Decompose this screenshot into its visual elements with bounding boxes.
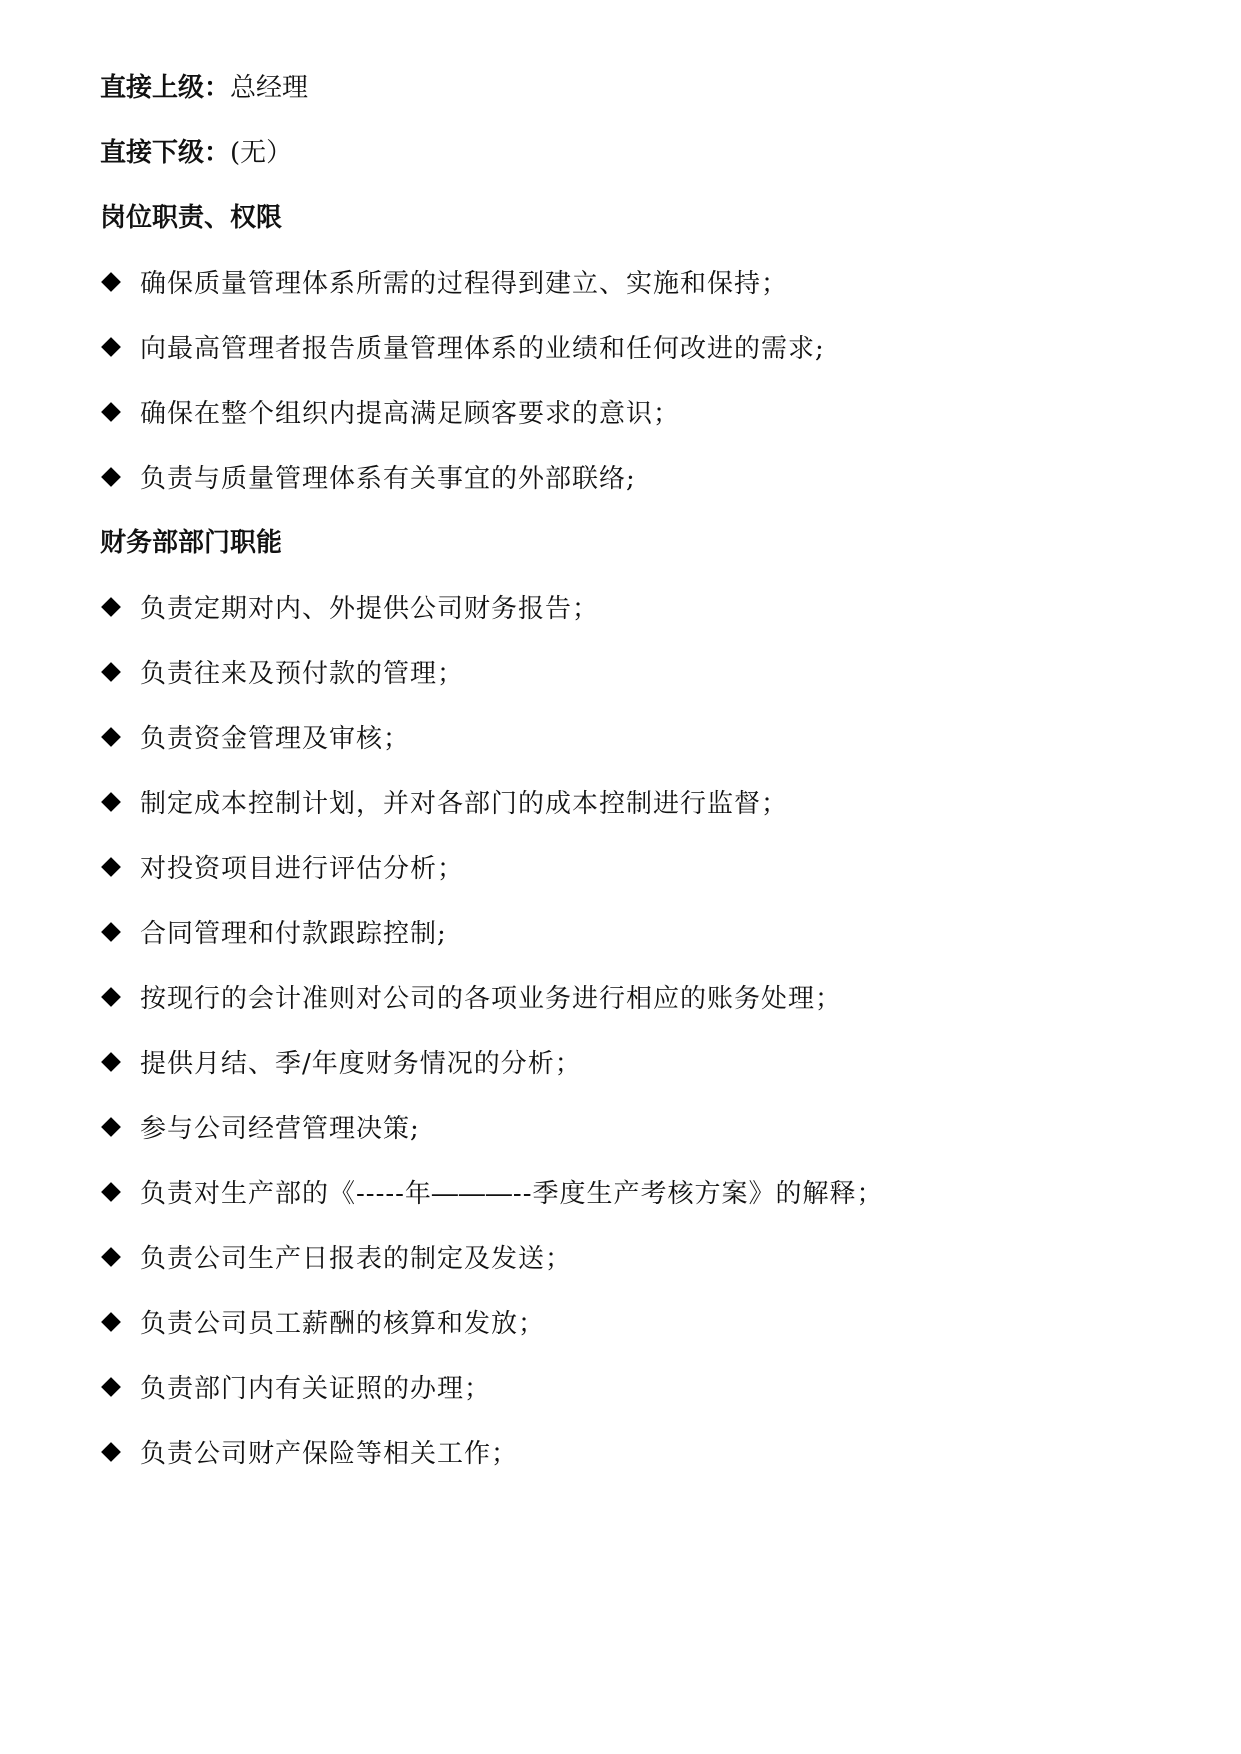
section-title-finance: 财务部部门职能 xyxy=(100,528,283,558)
diamond-bullet-icon xyxy=(101,597,121,617)
superior-label: 直接上级： xyxy=(100,73,231,103)
list-item xyxy=(100,1173,884,1213)
section-title-duties: 岗位职责、权限 xyxy=(100,203,283,233)
list-item xyxy=(100,1108,420,1148)
list-item xyxy=(100,1368,491,1408)
list-item-text: 负责资金管理及审核； xyxy=(140,724,411,754)
list-item xyxy=(100,588,599,628)
list-item-text: 负责往来及预付款的管理； xyxy=(140,659,465,689)
diamond-bullet-icon xyxy=(101,1182,121,1202)
diamond-bullet-icon xyxy=(101,727,121,747)
list-item xyxy=(100,913,447,953)
list-item-text: 制定成本控制计划，并对各部门的成本控制进行监督； xyxy=(140,789,789,819)
diamond-bullet-icon xyxy=(101,272,121,292)
list-item xyxy=(100,263,788,303)
list-item-text: 负责公司财产保险等相关工作； xyxy=(140,1439,519,1469)
list-item-text: 按现行的会计准则对公司的各项业务进行相应的账务处理； xyxy=(140,984,843,1014)
list-item xyxy=(100,783,788,823)
diamond-bullet-icon xyxy=(101,1247,121,1267)
list-item-text: 对投资项目进行评估分析； xyxy=(140,854,465,884)
list-item xyxy=(100,458,636,498)
list-item xyxy=(100,978,842,1018)
list-item-text: 负责定期对内、外提供公司财务报告； xyxy=(140,594,600,624)
diamond-bullet-icon xyxy=(101,1377,121,1397)
list-item-text: 确保在整个组织内提高满足顾客要求的意识； xyxy=(140,399,681,429)
diamond-bullet-icon xyxy=(101,987,121,1007)
list-item-text: 确保质量管理体系所需的过程得到建立、实施和保持； xyxy=(140,269,789,299)
list-item xyxy=(100,848,464,888)
subordinate-value: (无） xyxy=(230,138,293,168)
subordinate-label: 直接下级： xyxy=(100,138,231,168)
list-item-text: 向最高管理者报告质量管理体系的业绩和任何改进的需求; xyxy=(140,334,825,364)
superior-value: 总经理 xyxy=(230,73,309,103)
list-item xyxy=(100,1433,518,1473)
list-item xyxy=(100,718,410,758)
list-item-text: 负责与质量管理体系有关事宜的外部联络; xyxy=(140,464,636,494)
diamond-bullet-icon xyxy=(101,1442,121,1462)
list-item-text: 提供月结、季/年度财务情况的分析； xyxy=(140,1049,582,1079)
diamond-bullet-icon xyxy=(101,857,121,877)
diamond-bullet-icon xyxy=(101,337,121,357)
diamond-bullet-icon xyxy=(101,922,121,942)
list-item xyxy=(100,1043,582,1083)
diamond-bullet-icon xyxy=(101,792,121,812)
diamond-bullet-icon xyxy=(101,1312,121,1332)
diamond-bullet-icon xyxy=(101,1052,121,1072)
diamond-bullet-icon xyxy=(101,662,121,682)
diamond-bullet-icon xyxy=(101,1117,121,1137)
list-item xyxy=(100,1238,572,1278)
list-item-text: 合同管理和付款跟踪控制; xyxy=(140,919,447,949)
list-item xyxy=(100,653,464,693)
list-item xyxy=(100,393,680,433)
list-item-text: 负责部门内有关证照的办理； xyxy=(140,1374,492,1404)
list-item xyxy=(100,328,825,368)
list-item-text: 参与公司经营管理决策; xyxy=(140,1114,420,1144)
list-item xyxy=(100,1303,545,1343)
list-item-text: 负责公司生产日报表的制定及发送； xyxy=(140,1244,573,1274)
list-item-text: 负责公司员工薪酬的核算和发放； xyxy=(140,1309,546,1339)
list-item-text: 负责对生产部的《-----年―――--季度生产考核方案》的解释； xyxy=(140,1179,884,1209)
diamond-bullet-icon xyxy=(101,402,121,422)
superior-line xyxy=(100,68,308,108)
subordinate-line xyxy=(100,133,292,173)
diamond-bullet-icon xyxy=(101,467,121,487)
